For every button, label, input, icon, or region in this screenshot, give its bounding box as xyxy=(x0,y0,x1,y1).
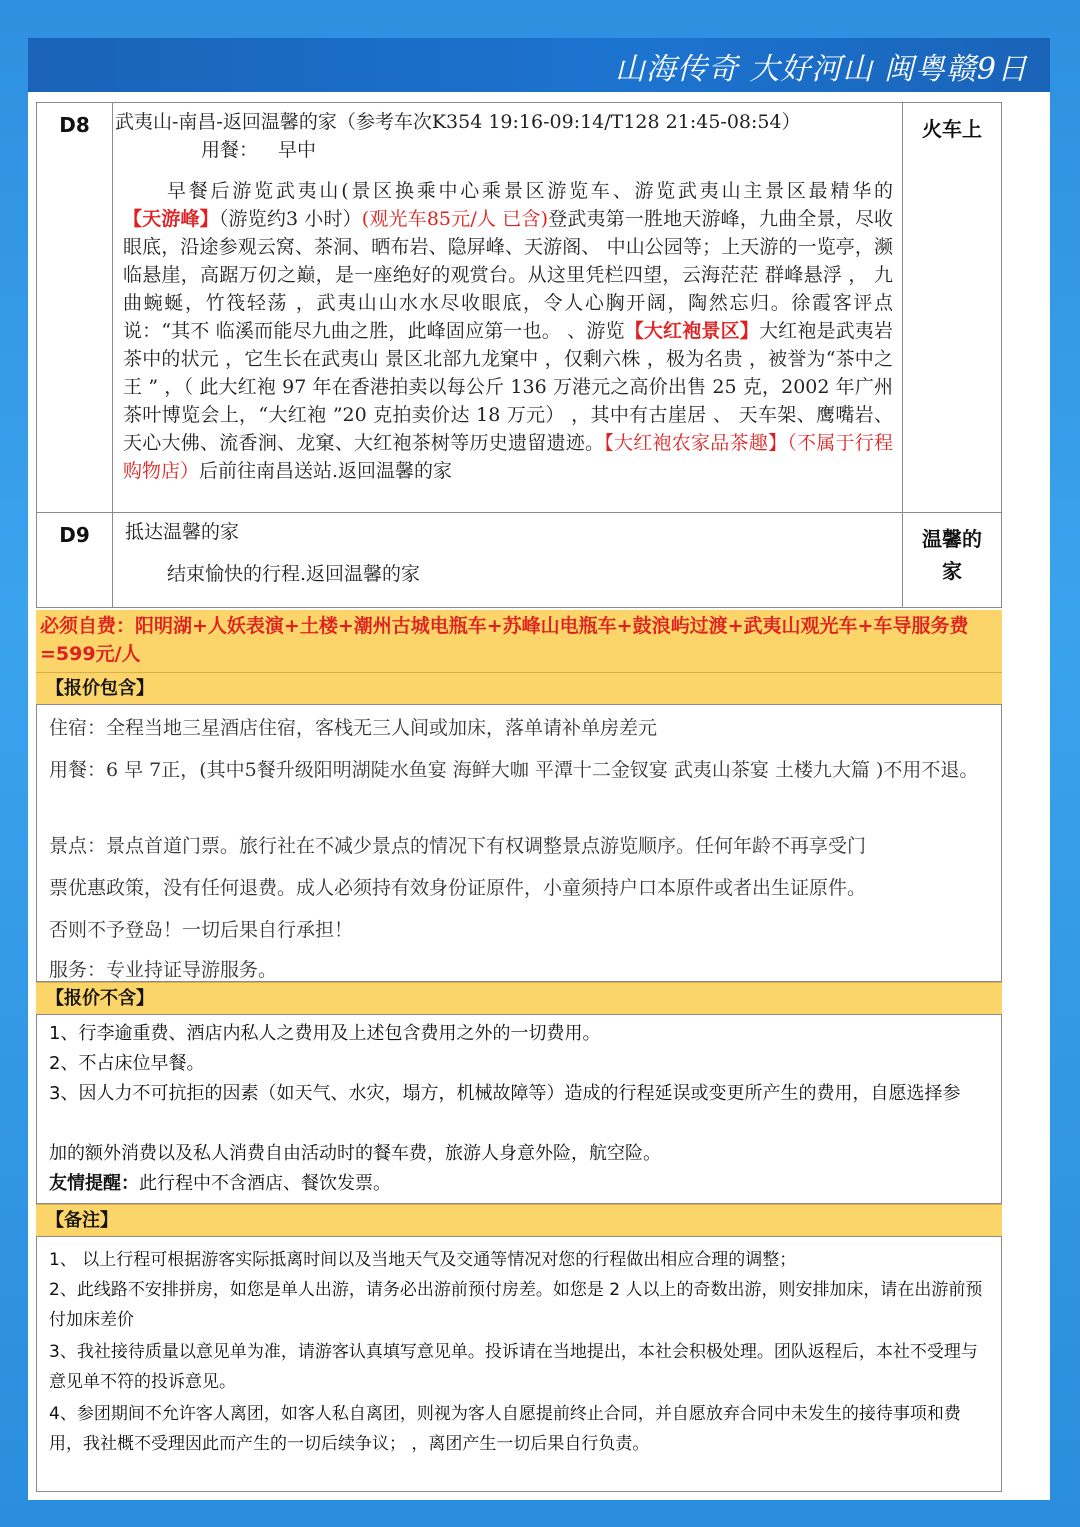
note-item: 1、 以上行程可根据游客实际抵离时间以及当地天气及交通等情况对您的行程做出相应合理的调整； xyxy=(49,1250,797,1270)
highlight-dahongpao: 【大红袍景区】 xyxy=(624,320,759,342)
notes-box xyxy=(36,1236,1002,1492)
desc-text: 早餐后游览武夷山(景区换乘中心乘景区游览车、游览武夷山主景区最精华的 xyxy=(167,180,893,202)
stay-line: 温馨的 xyxy=(922,527,982,551)
included-meals: 用餐：6 早 7正，(其中5餐升级阳明湖陡水鱼宴 海鲜大咖 平潭十二金钗宴 武夷山茶宴 土楼九大篇 )不用不退。 xyxy=(49,759,979,781)
excluded-item: 3、因人力不可抗拒的因素（如天气、水灾，塌方，机械故障等）造成的行程延误或变更所产生的费用，自愿选择参 xyxy=(49,1083,961,1104)
highlight-shuttle-fee: (观光车85元/人 已含) xyxy=(361,208,549,230)
desc-text: 后前往南昌送站.返回温馨的家 xyxy=(199,460,453,482)
day-description xyxy=(123,177,893,485)
included-box xyxy=(36,704,1002,982)
included-sights: 景点：景点首道门票。旅行社在不减少景点的情况下有权调整景点游览顺序。任何年龄不再享受门 xyxy=(49,835,867,857)
meal-label: 用餐： xyxy=(201,139,259,161)
notes-heading: 【备注】 xyxy=(36,1204,1002,1236)
excluded-item: 1、行李逾重费、酒店内私人之费用及上述包含费用之外的一切费用。 xyxy=(49,1023,601,1044)
desc-text: （游览约3 小时） xyxy=(218,208,362,230)
excluded-item: 2、不占床位早餐。 xyxy=(49,1053,205,1074)
included-service: 服务：专业持证导游服务。 xyxy=(49,959,278,981)
meal-value: 早中 xyxy=(278,139,317,161)
desc-text: 登武夷第一胜地天游峰，九曲全景，尽收眼底，沿途参观云窝、茶洞、晒布岩、隐屏峰、天游阁、 中山公园等；上天游的一览亭，濒临悬崖，高踞万仞之巅，是一座绝好的观赏台。从这里凭栏四望，云海茫茫 群峰悬浮 ， 九曲蜿蜒，竹筏轻荡 ，武夷山山水水尽收眼底，令人心胸开阔，陶然忘归。徐霞客评点说：“其不 临溪而能尽九曲之胜，此峰固应第一也。 、游览 xyxy=(123,208,893,342)
day-title: 抵达温馨的家 xyxy=(125,521,240,543)
stay-line: 家 xyxy=(942,559,962,583)
included-sights: 否则不予登岛！一切后果自行承担！ xyxy=(49,919,354,941)
day-code: D8 xyxy=(37,103,113,513)
day-details xyxy=(113,103,903,513)
day-details xyxy=(113,513,903,607)
excluded-box xyxy=(36,1014,1002,1204)
included-sights: 票优惠政策，没有任何退费。成人必须持有效身份证原件，小童须持户口本原件或者出生证原件。 xyxy=(49,877,867,899)
included-stay: 住宿：全程当地三星酒店住宿，客栈无三人间或加床，落单请补单房差元 xyxy=(49,717,658,739)
meal-line xyxy=(201,135,336,162)
page-frame xyxy=(28,38,1050,1500)
reminder-label: 友情提醒： xyxy=(49,1173,139,1194)
highlight-tea-farm: 【大红袍农家品茶趣】（不属于行程购物店） xyxy=(123,432,893,482)
note-item: 2、此线路不安排拼房，如您是单人出游，请务必出游前预付房差。如您是 2 人以上的奇数出游，则安排加床，请在出游前预付加床差价 xyxy=(49,1280,983,1330)
day-row-d9 xyxy=(36,512,1002,608)
friendly-reminder xyxy=(49,1169,993,1199)
desc-text: 大红袍是武夷岩茶中的状元 ，它生长在武夷山 景区北部九龙窠中 ，仅剩六株 ，极为名贵 ，被誉为“茶中之王 ” ，（ 此大红袍 97 年在香港拍卖以每公斤 136 万港元之高价出售 25 克，2002 年广州茶叶博览会上，“大红袍 ”20 克拍卖价达 18 万元） ，其中有古崖居 、 天车架、鹰嘴岩、天心大佛、流香涧、龙窠、大红袍茶树等历史遗留遗迹。 xyxy=(123,320,893,454)
mandatory-fee-notice: 必须自费：阳明湖+人妖表演+土楼+潮州古城电瓶车+苏峰山电瓶车+鼓浪屿过渡+武夷山观光车+车导服务费=599元/人 xyxy=(36,610,1002,672)
highlight-tianyoufeng: 【天游峰】 xyxy=(123,208,219,230)
excluded-item: 加的额外消费以及私人消费自由活动时的餐车费，旅游人身意外险，航空险。 xyxy=(49,1143,661,1164)
title-banner xyxy=(28,38,1050,92)
reminder-text: 此行程中不含酒店、餐饮发票。 xyxy=(139,1173,391,1194)
note-item: 4、参团期间不允许客人离团，如客人私自离团，则视为客人自愿提前终止合同，并自愿放弃合同中未发生的接待事项和费用，我社概不受理因此而产生的一切后续争议； ，离团产生一切后果自行负责。 xyxy=(49,1404,961,1454)
page-title: 山海传奇 大好河山 闽粤赣9日 xyxy=(614,52,1028,87)
included-heading: 【报价包含】 xyxy=(36,672,1002,704)
note-item: 3、我社接待质量以意见单为准，请游客认真填写意见单。投诉请在当地提出，本社会积极处理。团队返程后，本社不受理与意见单不符的投诉意见。 xyxy=(49,1342,978,1392)
day-title: 武夷山-南昌-返回温馨的家（参考车次K354 19:16-09:14/T128 21:45-08:54） xyxy=(115,111,801,133)
day-description: 结束愉快的行程.返回温馨的家 xyxy=(167,563,421,585)
excluded-heading: 【报价不含】 xyxy=(36,982,1002,1014)
day-accommodation: 火车上 xyxy=(922,117,982,141)
day-row-d8 xyxy=(36,102,1002,514)
day-code: D9 xyxy=(37,513,113,607)
day-accommodation xyxy=(903,513,1001,587)
